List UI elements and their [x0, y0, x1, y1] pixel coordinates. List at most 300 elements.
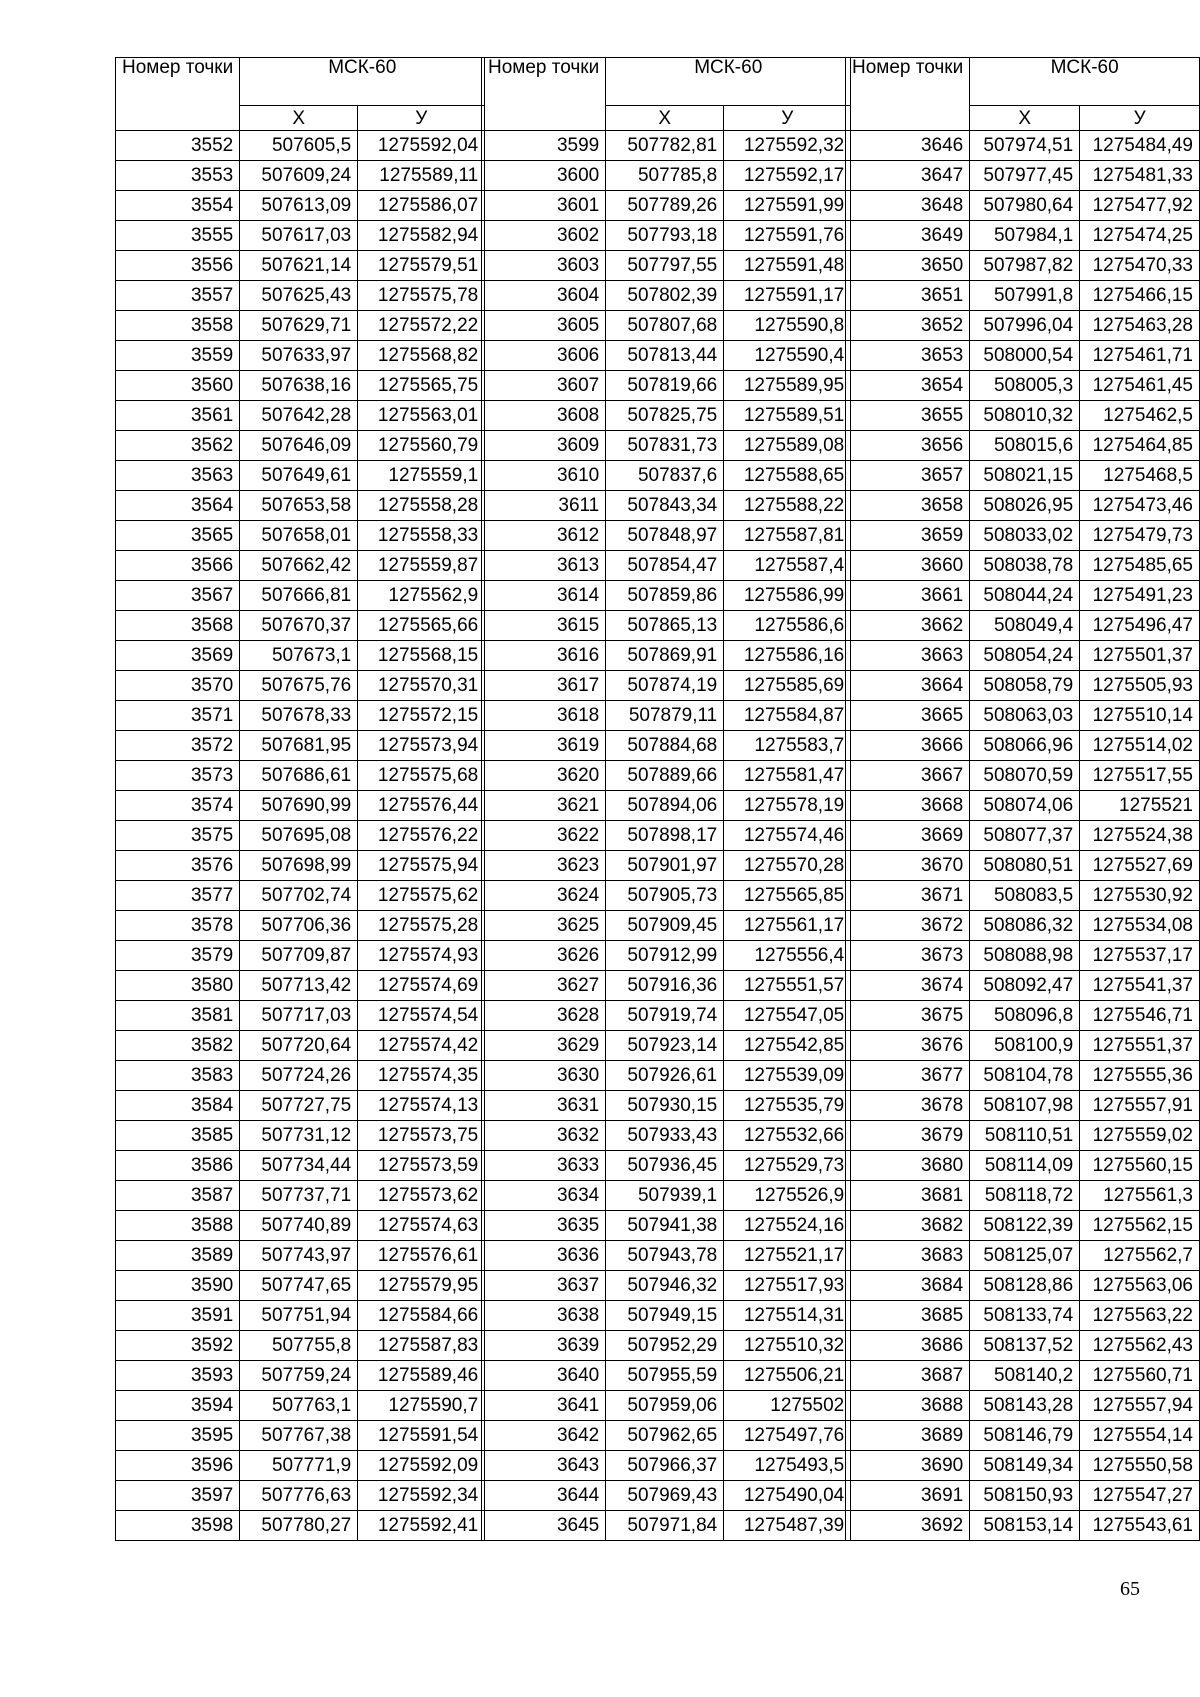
y-coordinate-cell: 1275575,94 — [358, 851, 485, 881]
x-coordinate-cell: 507793,18 — [606, 221, 724, 251]
y-coordinate-cell: 1275532,66 — [724, 1121, 851, 1151]
y-coordinate-cell: 1275559,02 — [1080, 1121, 1200, 1151]
table-row — [482, 1361, 851, 1391]
point-number-cell: 3666 — [846, 731, 970, 761]
point-number-cell: 3586 — [116, 1151, 240, 1181]
point-number-cell: 3653 — [846, 341, 970, 371]
table-row — [846, 1391, 1200, 1421]
point-number-cell: 3560 — [116, 371, 240, 401]
table-row — [116, 1361, 485, 1391]
x-coordinate-cell: 507966,37 — [606, 1451, 724, 1481]
table-row — [116, 161, 485, 191]
point-number-cell: 3591 — [116, 1301, 240, 1331]
table-row — [482, 1241, 851, 1271]
point-number-cell: 3555 — [116, 221, 240, 251]
table-row — [482, 611, 851, 641]
x-coordinate-cell: 508049,4 — [970, 611, 1080, 641]
x-coordinate-cell: 507869,91 — [606, 641, 724, 671]
x-coordinate-cell: 507789,26 — [606, 191, 724, 221]
point-number-cell: 3614 — [482, 581, 606, 611]
x-coordinate-cell: 507638,16 — [240, 371, 358, 401]
point-number-cell: 3637 — [482, 1271, 606, 1301]
point-number-cell: 3571 — [116, 701, 240, 731]
table-row — [116, 461, 485, 491]
y-coordinate-cell: 1275583,7 — [724, 731, 851, 761]
table-row — [482, 221, 851, 251]
table-body — [846, 131, 1200, 1541]
point-number-cell: 3570 — [116, 671, 240, 701]
table-row — [846, 1361, 1200, 1391]
x-coordinate-cell: 507859,86 — [606, 581, 724, 611]
y-coordinate-cell: 1275477,92 — [1080, 191, 1200, 221]
y-coordinate-cell: 1275572,15 — [358, 701, 485, 731]
y-coordinate-cell: 1275514,02 — [1080, 731, 1200, 761]
y-coordinate-cell: 1275574,46 — [724, 821, 851, 851]
y-coordinate-cell: 1275484,49 — [1080, 131, 1200, 161]
table-row — [116, 491, 485, 521]
x-coordinate-cell: 508054,24 — [970, 641, 1080, 671]
x-coordinate-cell: 507755,8 — [240, 1331, 358, 1361]
table-row — [482, 761, 851, 791]
x-coordinate-cell: 507962,65 — [606, 1421, 724, 1451]
x-coordinate-cell: 507996,04 — [970, 311, 1080, 341]
point-number-cell: 3598 — [116, 1511, 240, 1541]
point-number-cell: 3617 — [482, 671, 606, 701]
x-coordinate-cell: 507802,39 — [606, 281, 724, 311]
x-coordinate-cell: 507843,34 — [606, 491, 724, 521]
table-row — [846, 161, 1200, 191]
y-coordinate-cell: 1275568,82 — [358, 341, 485, 371]
point-number-cell: 3579 — [116, 941, 240, 971]
x-coordinate-cell: 507939,1 — [606, 1181, 724, 1211]
y-coordinate-cell: 1275576,61 — [358, 1241, 485, 1271]
point-number-cell: 3686 — [846, 1331, 970, 1361]
x-coordinate-cell: 508021,15 — [970, 461, 1080, 491]
coordinates-table-1 — [115, 57, 485, 1541]
x-column-header: Х — [606, 106, 724, 131]
y-coordinate-cell: 1275573,94 — [358, 731, 485, 761]
point-number-cell: 3655 — [846, 401, 970, 431]
point-number-cell: 3610 — [482, 461, 606, 491]
y-coordinate-cell: 1275558,33 — [358, 521, 485, 551]
table-row — [116, 1061, 485, 1091]
x-coordinate-cell: 508074,06 — [970, 791, 1080, 821]
y-coordinate-cell: 1275574,13 — [358, 1091, 485, 1121]
point-number-cell: 3660 — [846, 551, 970, 581]
x-coordinate-cell: 507743,97 — [240, 1241, 358, 1271]
table-row — [116, 1511, 485, 1541]
y-coordinate-cell: 1275561,3 — [1080, 1181, 1200, 1211]
y-coordinate-cell: 1275570,31 — [358, 671, 485, 701]
x-coordinate-cell: 507912,99 — [606, 941, 724, 971]
y-coordinate-cell: 1275590,8 — [724, 311, 851, 341]
table-row — [846, 1421, 1200, 1451]
x-coordinate-cell: 507646,09 — [240, 431, 358, 461]
point-number-cell: 3575 — [116, 821, 240, 851]
table-row — [116, 371, 485, 401]
x-coordinate-cell: 507987,82 — [970, 251, 1080, 281]
point-number-cell: 3595 — [116, 1421, 240, 1451]
table-row — [482, 1001, 851, 1031]
table-row — [482, 491, 851, 521]
x-coordinate-cell: 507949,15 — [606, 1301, 724, 1331]
x-coordinate-cell: 507782,81 — [606, 131, 724, 161]
table-row — [482, 671, 851, 701]
y-coordinate-cell: 1275565,85 — [724, 881, 851, 911]
point-number-cell: 3673 — [846, 941, 970, 971]
x-coordinate-cell: 507952,29 — [606, 1331, 724, 1361]
y-coordinate-cell: 1275562,15 — [1080, 1211, 1200, 1241]
y-coordinate-cell: 1275560,15 — [1080, 1151, 1200, 1181]
point-number-header: Номер точки — [116, 58, 240, 131]
y-coordinate-cell: 1275526,9 — [724, 1181, 851, 1211]
x-coordinate-cell: 507969,43 — [606, 1481, 724, 1511]
point-number-cell: 3587 — [116, 1181, 240, 1211]
x-coordinate-cell: 507751,94 — [240, 1301, 358, 1331]
x-coordinate-cell: 508080,51 — [970, 851, 1080, 881]
table-row — [482, 1061, 851, 1091]
x-coordinate-cell: 507916,36 — [606, 971, 724, 1001]
x-coordinate-cell: 507747,65 — [240, 1271, 358, 1301]
point-number-cell: 3576 — [116, 851, 240, 881]
point-number-cell: 3634 — [482, 1181, 606, 1211]
point-number-cell: 3665 — [846, 701, 970, 731]
point-number-cell: 3664 — [846, 671, 970, 701]
table-row — [482, 251, 851, 281]
y-coordinate-cell: 1275585,69 — [724, 671, 851, 701]
table-row — [846, 1451, 1200, 1481]
x-coordinate-cell: 507971,84 — [606, 1511, 724, 1541]
x-coordinate-cell: 508015,6 — [970, 431, 1080, 461]
point-number-cell: 3599 — [482, 131, 606, 161]
table-row — [482, 431, 851, 461]
x-coordinate-cell: 507909,45 — [606, 911, 724, 941]
table-row — [846, 521, 1200, 551]
table-row — [116, 911, 485, 941]
table-row — [482, 971, 851, 1001]
x-coordinate-cell: 507807,68 — [606, 311, 724, 341]
y-coordinate-cell: 1275562,7 — [1080, 1241, 1200, 1271]
y-coordinate-cell: 1275574,42 — [358, 1031, 485, 1061]
point-number-cell: 3603 — [482, 251, 606, 281]
table-row — [846, 1301, 1200, 1331]
x-coordinate-cell: 507991,8 — [970, 281, 1080, 311]
x-coordinate-cell: 507642,28 — [240, 401, 358, 431]
point-number-cell: 3564 — [116, 491, 240, 521]
x-coordinate-cell: 508083,5 — [970, 881, 1080, 911]
point-number-cell: 3589 — [116, 1241, 240, 1271]
x-coordinate-cell: 507717,03 — [240, 1001, 358, 1031]
table-row — [846, 611, 1200, 641]
point-number-cell: 3596 — [116, 1451, 240, 1481]
table-row — [846, 221, 1200, 251]
table-row — [116, 1301, 485, 1331]
y-coordinate-cell: 1275574,54 — [358, 1001, 485, 1031]
point-number-cell: 3625 — [482, 911, 606, 941]
x-coordinate-cell: 507974,51 — [970, 131, 1080, 161]
x-coordinate-cell: 507731,12 — [240, 1121, 358, 1151]
x-coordinate-cell: 507819,66 — [606, 371, 724, 401]
x-coordinate-cell: 507771,9 — [240, 1451, 358, 1481]
y-coordinate-cell: 1275570,28 — [724, 851, 851, 881]
table-row — [482, 821, 851, 851]
y-coordinate-cell: 1275551,57 — [724, 971, 851, 1001]
point-number-cell: 3627 — [482, 971, 606, 1001]
point-number-cell: 3552 — [116, 131, 240, 161]
y-coordinate-cell: 1275572,22 — [358, 311, 485, 341]
point-number-cell: 3643 — [482, 1451, 606, 1481]
point-number-cell: 3680 — [846, 1151, 970, 1181]
point-number-cell: 3652 — [846, 311, 970, 341]
x-coordinate-cell: 507955,59 — [606, 1361, 724, 1391]
point-number-cell: 3646 — [846, 131, 970, 161]
point-number-cell: 3594 — [116, 1391, 240, 1421]
point-number-cell: 3592 — [116, 1331, 240, 1361]
point-number-cell: 3685 — [846, 1301, 970, 1331]
x-coordinate-cell: 507698,99 — [240, 851, 358, 881]
y-coordinate-cell: 1275521,17 — [724, 1241, 851, 1271]
point-number-cell: 3606 — [482, 341, 606, 371]
point-number-cell: 3683 — [846, 1241, 970, 1271]
table-row — [482, 1151, 851, 1181]
y-coordinate-cell: 1275517,55 — [1080, 761, 1200, 791]
x-coordinate-cell: 507831,73 — [606, 431, 724, 461]
table-row — [846, 281, 1200, 311]
x-coordinate-cell: 507901,97 — [606, 851, 724, 881]
table-row — [846, 1181, 1200, 1211]
point-number-cell: 3670 — [846, 851, 970, 881]
x-coordinate-cell: 507740,89 — [240, 1211, 358, 1241]
x-coordinate-cell: 507681,95 — [240, 731, 358, 761]
point-number-cell: 3690 — [846, 1451, 970, 1481]
x-coordinate-cell: 508122,39 — [970, 1211, 1080, 1241]
y-coordinate-cell: 1275587,83 — [358, 1331, 485, 1361]
table-row — [116, 1421, 485, 1451]
point-number-cell: 3605 — [482, 311, 606, 341]
y-column-header: У — [358, 106, 485, 131]
point-number-cell: 3623 — [482, 851, 606, 881]
x-coordinate-cell: 507879,11 — [606, 701, 724, 731]
y-coordinate-cell: 1275496,47 — [1080, 611, 1200, 641]
page-number: 65 — [1120, 1578, 1140, 1600]
table-row — [482, 881, 851, 911]
y-coordinate-cell: 1275551,37 — [1080, 1031, 1200, 1061]
y-coordinate-cell: 1275530,92 — [1080, 881, 1200, 911]
y-coordinate-cell: 1275587,4 — [724, 551, 851, 581]
x-coordinate-cell: 507633,97 — [240, 341, 358, 371]
point-number-cell: 3561 — [116, 401, 240, 431]
table-row — [846, 1481, 1200, 1511]
table-row — [116, 851, 485, 881]
table-row — [116, 521, 485, 551]
point-number-cell: 3675 — [846, 1001, 970, 1031]
y-coordinate-cell: 1275557,91 — [1080, 1091, 1200, 1121]
table-row — [116, 881, 485, 911]
table-row — [116, 611, 485, 641]
point-number-cell: 3642 — [482, 1421, 606, 1451]
x-coordinate-cell: 507673,1 — [240, 641, 358, 671]
x-coordinate-cell: 507933,43 — [606, 1121, 724, 1151]
table-row — [116, 821, 485, 851]
x-column-header: Х — [970, 106, 1080, 131]
point-number-cell: 3676 — [846, 1031, 970, 1061]
y-coordinate-cell: 1275461,45 — [1080, 371, 1200, 401]
point-number-cell: 3581 — [116, 1001, 240, 1031]
table-row — [846, 1241, 1200, 1271]
x-coordinate-cell: 507905,73 — [606, 881, 724, 911]
x-coordinate-cell: 507959,06 — [606, 1391, 724, 1421]
point-number-cell: 3638 — [482, 1301, 606, 1331]
table-row — [116, 401, 485, 431]
y-coordinate-cell: 1275550,58 — [1080, 1451, 1200, 1481]
point-number-cell: 3585 — [116, 1121, 240, 1151]
y-coordinate-cell: 1275470,33 — [1080, 251, 1200, 281]
table-row — [846, 1091, 1200, 1121]
table-row — [846, 131, 1200, 161]
table-row — [846, 461, 1200, 491]
table-row — [846, 1271, 1200, 1301]
x-coordinate-cell: 507889,66 — [606, 761, 724, 791]
x-coordinate-cell: 507797,55 — [606, 251, 724, 281]
x-coordinate-cell: 508149,34 — [970, 1451, 1080, 1481]
y-coordinate-cell: 1275461,71 — [1080, 341, 1200, 371]
table-row — [116, 791, 485, 821]
y-coordinate-cell: 1275468,5 — [1080, 461, 1200, 491]
x-coordinate-cell: 508114,09 — [970, 1151, 1080, 1181]
table-row — [482, 1121, 851, 1151]
y-coordinate-cell: 1275466,15 — [1080, 281, 1200, 311]
table-row — [482, 1511, 851, 1541]
point-number-cell: 3572 — [116, 731, 240, 761]
point-number-cell: 3650 — [846, 251, 970, 281]
y-coordinate-cell: 1275586,16 — [724, 641, 851, 671]
y-column-header: У — [1080, 106, 1200, 131]
point-number-cell: 3616 — [482, 641, 606, 671]
x-coordinate-cell: 507658,01 — [240, 521, 358, 551]
y-coordinate-cell: 1275592,32 — [724, 131, 851, 161]
table-row — [482, 371, 851, 401]
table-row — [482, 911, 851, 941]
x-coordinate-cell: 507837,6 — [606, 461, 724, 491]
y-coordinate-cell: 1275582,94 — [358, 221, 485, 251]
point-number-cell: 3582 — [116, 1031, 240, 1061]
table-row — [482, 281, 851, 311]
y-coordinate-cell: 1275587,81 — [724, 521, 851, 551]
point-number-cell: 3577 — [116, 881, 240, 911]
x-coordinate-cell: 508044,24 — [970, 581, 1080, 611]
x-coordinate-cell: 507884,68 — [606, 731, 724, 761]
y-coordinate-cell: 1275563,22 — [1080, 1301, 1200, 1331]
x-coordinate-cell: 508000,54 — [970, 341, 1080, 371]
y-coordinate-cell: 1275462,5 — [1080, 401, 1200, 431]
y-coordinate-cell: 1275575,28 — [358, 911, 485, 941]
table-row — [482, 1301, 851, 1331]
y-coordinate-cell: 1275575,62 — [358, 881, 485, 911]
x-coordinate-cell: 508146,79 — [970, 1421, 1080, 1451]
y-coordinate-cell: 1275527,69 — [1080, 851, 1200, 881]
table-row — [116, 1211, 485, 1241]
point-number-cell: 3658 — [846, 491, 970, 521]
point-number-cell: 3584 — [116, 1091, 240, 1121]
y-coordinate-cell: 1275584,87 — [724, 701, 851, 731]
point-number-cell: 3661 — [846, 581, 970, 611]
point-number-cell: 3566 — [116, 551, 240, 581]
x-coordinate-cell: 507759,24 — [240, 1361, 358, 1391]
point-number-cell: 3618 — [482, 701, 606, 731]
y-coordinate-cell: 1275493,5 — [724, 1451, 851, 1481]
table-row — [846, 1151, 1200, 1181]
table-row — [482, 341, 851, 371]
point-number-cell: 3692 — [846, 1511, 970, 1541]
table-row — [482, 1181, 851, 1211]
point-number-cell: 3624 — [482, 881, 606, 911]
point-number-cell: 3611 — [482, 491, 606, 521]
point-number-cell: 3669 — [846, 821, 970, 851]
y-coordinate-cell: 1275521 — [1080, 791, 1200, 821]
y-coordinate-cell: 1275592,34 — [358, 1481, 485, 1511]
y-coordinate-cell: 1275573,62 — [358, 1181, 485, 1211]
y-coordinate-cell: 1275575,78 — [358, 281, 485, 311]
x-coordinate-cell: 508118,72 — [970, 1181, 1080, 1211]
table-row — [116, 971, 485, 1001]
y-coordinate-cell: 1275473,46 — [1080, 491, 1200, 521]
table-row — [116, 1091, 485, 1121]
x-coordinate-cell: 507649,61 — [240, 461, 358, 491]
x-coordinate-cell: 507605,5 — [240, 131, 358, 161]
y-coordinate-cell: 1275581,47 — [724, 761, 851, 791]
point-number-cell: 3677 — [846, 1061, 970, 1091]
y-coordinate-cell: 1275502 — [724, 1391, 851, 1421]
point-number-cell: 3580 — [116, 971, 240, 1001]
x-coordinate-cell: 507923,14 — [606, 1031, 724, 1061]
x-coordinate-cell: 507678,33 — [240, 701, 358, 731]
x-coordinate-cell: 507653,58 — [240, 491, 358, 521]
point-number-cell: 3687 — [846, 1361, 970, 1391]
point-number-cell: 3567 — [116, 581, 240, 611]
x-coordinate-cell: 507984,1 — [970, 221, 1080, 251]
x-coordinate-cell: 507727,75 — [240, 1091, 358, 1121]
x-coordinate-cell: 508133,74 — [970, 1301, 1080, 1331]
x-coordinate-cell: 507629,71 — [240, 311, 358, 341]
y-coordinate-cell: 1275487,39 — [724, 1511, 851, 1541]
table-row — [482, 131, 851, 161]
x-coordinate-cell: 508128,86 — [970, 1271, 1080, 1301]
x-coordinate-cell: 507617,03 — [240, 221, 358, 251]
table-row — [482, 1481, 851, 1511]
point-number-cell: 3583 — [116, 1061, 240, 1091]
x-coordinate-cell: 507926,61 — [606, 1061, 724, 1091]
point-number-cell: 3649 — [846, 221, 970, 251]
y-coordinate-cell: 1275559,1 — [358, 461, 485, 491]
y-coordinate-cell: 1275529,73 — [724, 1151, 851, 1181]
point-number-cell: 3562 — [116, 431, 240, 461]
y-coordinate-cell: 1275501,37 — [1080, 641, 1200, 671]
point-number-cell: 3674 — [846, 971, 970, 1001]
y-coordinate-cell: 1275506,21 — [724, 1361, 851, 1391]
table-row — [846, 311, 1200, 341]
x-coordinate-cell: 507898,17 — [606, 821, 724, 851]
x-coordinate-cell: 507702,74 — [240, 881, 358, 911]
y-coordinate-cell: 1275591,99 — [724, 191, 851, 221]
table-row — [846, 971, 1200, 1001]
table-row — [846, 371, 1200, 401]
table-row — [846, 701, 1200, 731]
y-coordinate-cell: 1275565,75 — [358, 371, 485, 401]
point-number-cell: 3667 — [846, 761, 970, 791]
y-coordinate-cell: 1275547,05 — [724, 1001, 851, 1031]
table-row — [846, 791, 1200, 821]
table-row — [482, 1031, 851, 1061]
